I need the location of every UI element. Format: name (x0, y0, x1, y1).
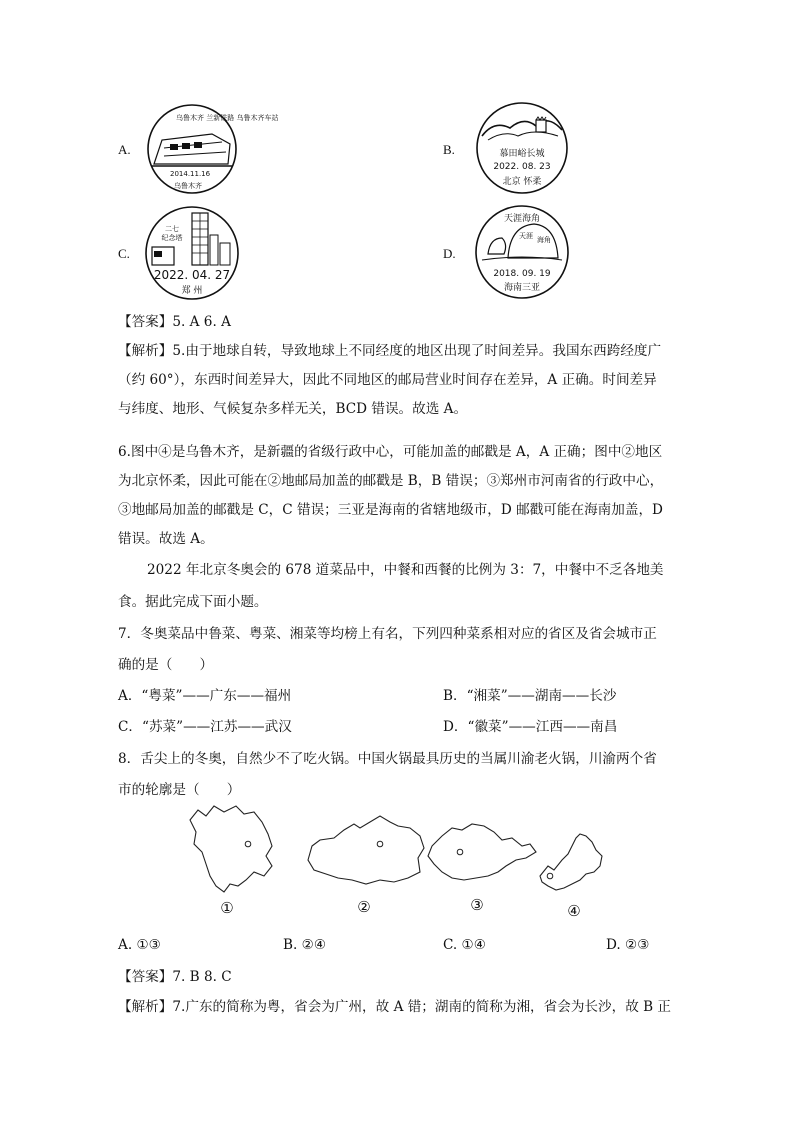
great-wall-stamp-date: 2022. 08. 23 (493, 162, 551, 172)
sichuan-outline (190, 806, 272, 892)
erqi-stamp-date: 2022. 04. 27 (153, 268, 231, 282)
sanya-stamp-name: 天涯海角 (503, 214, 541, 224)
erqi-stamp-place: 郑 州 (181, 286, 203, 296)
q7-option-b: B．“湘菜”——湖南——长沙 (443, 688, 617, 704)
option-c-letter: C. (118, 246, 130, 261)
answer-5-6: 【答案】5. A 6. A (118, 314, 231, 330)
q8-stem-line-2: 市的轮廓是（ ） (118, 782, 241, 798)
sanya-rock1-label: 天涯 (519, 232, 533, 240)
sanya-stamp (474, 204, 570, 300)
great-wall-stamp-name: 慕田峪长城 (499, 149, 545, 159)
map-label-2: ② (357, 898, 371, 916)
map-label-3: ③ (470, 896, 484, 914)
map-label-4: ④ (567, 902, 581, 920)
q7-option-a: A．“粤菜”——广东——福州 (118, 688, 292, 704)
urumqi-stamp-arc-text: 乌鲁木齐 兰新铁路 乌鲁木齐车站 (176, 114, 279, 122)
analysis-line-1: 【解析】5.由于地球自转，导致地球上不同经度的地区出现了时间差异。我国东西跨经度广 (118, 343, 662, 359)
erqi-stamp-name-line1: 二七 (165, 225, 179, 233)
answer-7-8: 【答案】7. B 8. C (118, 969, 232, 985)
q7-stem-line-1: 7．冬奥菜品中鲁菜、粤菜、湘菜等均榜上有名，下列四种菜系相对应的省区及省会城市正 (118, 626, 657, 642)
intro-line-2: 食。据此完成下面小题。 (118, 594, 268, 610)
q8-stem-line-1: 8．舌尖上的冬奥，自然少不了吃火锅。中国火锅最具历史的当属川渝老火锅，川渝两个省 (118, 751, 657, 767)
q7-option-d: D．“徽菜”——江西——南昌 (443, 719, 618, 735)
great-wall-stamp-place: 北京 怀柔 (502, 177, 542, 187)
analysis-line-5: 为北京怀柔，因此可能在②地邮局加盖的邮戳是 B，B 错误；③郑州市河南省的行政中心， (118, 473, 664, 489)
analysis-7-line-1: 【解析】7.广东的简称为粤，省会为广州，故 A 错；湖南的简称为湘，省会为长沙，故 B 正 (118, 999, 672, 1015)
province-outlines-figure (184, 800, 614, 930)
analysis-line-2: （约 60°），东西时间差异大，因此不同地区的邮局营业时间存在差异，A 正确。时间差异 (118, 372, 657, 388)
urumqi-stamp-bottom: 乌鲁木齐 (174, 182, 202, 190)
map-label-1: ① (220, 899, 234, 917)
great-wall-stamp (474, 102, 570, 194)
analysis-line-3: 与纬度、地形、气候复杂多样无关，BCD 错误。故选 A。 (118, 401, 468, 417)
option-b-letter: B. (443, 142, 455, 157)
q8-option-a: A. ①③ (118, 937, 161, 953)
analysis-line-7: 错误。故选 A。 (118, 531, 214, 547)
q8-option-c: C. ①④ (443, 937, 486, 953)
sanya-rock2-label: 海角 (537, 236, 551, 244)
chongqing-outline (540, 834, 602, 890)
erqi-stamp-name-line2: 纪念塔 (161, 234, 183, 242)
shandong-outline (428, 824, 536, 880)
erqi-tower-stamp (144, 205, 240, 301)
analysis-line-6: ③地邮局加盖的邮戳是 C，C 错误；三亚是海南的省辖地级市，D 邮戳可能在海南加盖，D (118, 502, 663, 518)
sanya-stamp-date: 2018. 09. 19 (493, 269, 551, 279)
urumqi-stamp (142, 104, 279, 194)
q8-option-b: B. ②④ (283, 937, 327, 953)
xinjiang-outline (308, 816, 424, 884)
analysis-line-4: 6.图中④是乌鲁木齐，是新疆的省级行政中心，可能加盖的邮戳是 A，A 正确；图中②地区 (118, 444, 663, 460)
q7-stem-line-2: 确的是（ ） (118, 657, 214, 673)
option-a-letter: A. (118, 142, 131, 157)
intro-line-1: 2022 年北京冬奥会的 678 道菜品中，中餐和西餐的比例为 3：7，中餐中不乏各地美 (147, 562, 664, 578)
sanya-stamp-place: 海南三亚 (503, 283, 541, 293)
option-d-letter: D. (443, 246, 456, 261)
q7-option-c: C．“苏菜”——江苏——武汉 (118, 719, 292, 735)
urumqi-stamp-date: 2014.11.16 (170, 170, 211, 178)
q8-option-d: D. ②③ (606, 937, 650, 953)
